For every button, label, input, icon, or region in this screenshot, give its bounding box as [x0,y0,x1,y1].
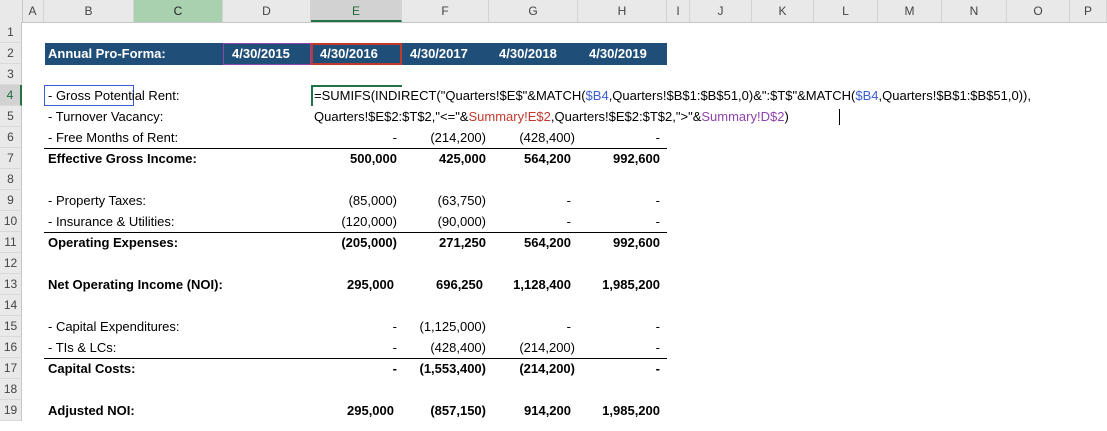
annual-pro-forma-title[interactable]: Annual Pro-Forma: [48,46,166,61]
column-header-p[interactable]: P [1070,0,1107,22]
column-header-g[interactable]: G [489,0,578,22]
cell-e10[interactable]: (90,000) [437,214,486,229]
cell-f9[interactable]: - [566,193,571,208]
cell-f19[interactable]: 914,200 [524,403,571,418]
cell-f6[interactable]: (428,400) [519,130,575,145]
cell-e15[interactable]: (1,125,000) [419,319,486,334]
formula-part: Quarters!$E$2:$T$2,"<="& [314,109,469,124]
label-free-months-rent[interactable]: - Free Months of Rent: [48,130,179,145]
column-header-o[interactable]: O [1007,0,1070,22]
cell-g15[interactable]: - [655,319,660,334]
date-header-2019[interactable]: 4/30/2019 [589,46,647,61]
cell-e17[interactable]: (1,553,400) [419,361,486,376]
rule-above-capital-costs [44,358,667,359]
cell-d16[interactable]: - [392,340,397,355]
cell-e9[interactable]: (63,750) [437,193,486,208]
date-header-2015[interactable]: 4/30/2015 [232,46,290,61]
column-header-j[interactable]: J [690,0,752,22]
cell-f11[interactable]: 564,200 [524,235,571,250]
cell-e6[interactable]: (214,200) [430,130,486,145]
column-header-h[interactable]: H [578,0,667,22]
cell-g13[interactable]: 1,985,200 [602,277,660,292]
row-header-2[interactable]: 2 [0,43,22,64]
formula-part: ,Quarters!$E$2:$T$2,">"& [550,109,702,124]
cell-g17[interactable]: - [655,361,660,376]
cell-d13[interactable]: 295,000 [347,277,394,292]
cell-d17[interactable]: - [392,361,397,376]
column-header-c[interactable]: C [134,0,223,22]
cell-f10[interactable]: - [566,214,571,229]
label-operating-expenses[interactable]: Operating Expenses: [48,235,179,250]
row-header-5[interactable]: 5 [0,106,22,127]
label-effective-gross-income[interactable]: Effective Gross Income: [48,151,197,166]
column-header-f[interactable]: F [402,0,489,22]
formula-line-1[interactable] [314,88,1031,103]
date-header-2016[interactable]: 4/30/2016 [320,46,378,61]
formula-line-2[interactable] [314,109,789,124]
cell-g6[interactable]: - [655,130,660,145]
row-header-7[interactable]: 7 [0,148,22,169]
date-header-2018[interactable]: 4/30/2018 [499,46,557,61]
cell-e16[interactable]: (428,400) [430,340,486,355]
column-header-l[interactable]: L [814,0,878,22]
row-header-12[interactable]: 12 [0,253,22,274]
row-header-9[interactable]: 9 [0,190,22,211]
column-header-d[interactable]: D [223,0,311,22]
label-adjusted-noi[interactable]: Adjusted NOI: [48,403,135,418]
column-header-i[interactable]: I [667,0,690,22]
row-header-16[interactable]: 16 [0,337,22,358]
cell-e13[interactable]: 696,250 [436,277,483,292]
text-cursor [839,109,840,125]
cell-g19[interactable]: 1,985,200 [602,403,660,418]
column-header-e[interactable]: E [311,0,402,22]
formula-part: =SUMIFS(INDIRECT("Quarters!$E$"&MATCH( [314,88,586,103]
cell-e7[interactable]: 425,000 [439,151,486,166]
cell-g10[interactable]: - [655,214,660,229]
cell-d6[interactable]: - [392,130,397,145]
cell-d19[interactable]: 295,000 [347,403,394,418]
row-header-10[interactable]: 10 [0,211,22,232]
cell-f13[interactable]: 1,128,400 [513,277,571,292]
row-header-1[interactable]: 1 [0,22,22,43]
cell-d10[interactable]: (120,000) [341,214,397,229]
label-gross-potential-rent[interactable]: - Gross Potential Rent: [48,88,180,103]
column-header-m[interactable]: M [878,0,942,22]
cell-d7[interactable]: 500,000 [350,151,397,166]
label-capital-costs[interactable]: Capital Costs: [48,361,136,376]
row-header-11[interactable]: 11 [0,232,22,253]
label-property-taxes[interactable]: - Property Taxes: [48,193,147,208]
cell-g9[interactable]: - [655,193,660,208]
date-header-2017[interactable]: 4/30/2017 [410,46,468,61]
label-tis-lcs[interactable]: - TIs & LCs: [48,340,117,355]
row-header-4[interactable]: 4 [0,85,22,106]
cell-f17[interactable]: (214,200) [519,361,575,376]
column-header-a[interactable]: A [22,0,44,22]
row-header-17[interactable]: 17 [0,358,22,379]
rule-above-operating-expenses [44,232,667,233]
rule-above-effective-gross-income [44,148,667,149]
label-capital-expenditures[interactable]: - Capital Expenditures: [48,319,180,334]
formula-ref-e2: Summary!E$2 [468,109,551,124]
row-header-6[interactable]: 6 [0,127,22,148]
row-header-18[interactable]: 18 [0,379,22,400]
reference-box-e2 [311,43,402,65]
formula-ref-d2: Summary!D$2 [701,109,785,124]
row-header-15[interactable]: 15 [0,316,22,337]
cell-d9[interactable]: (85,000) [348,193,397,208]
cell-d11[interactable]: (205,000) [341,235,397,250]
label-turnover-vacancy[interactable]: - Turnover Vacancy: [48,109,164,124]
formula-part: ) [784,109,789,124]
row-header-3[interactable]: 3 [0,64,22,85]
column-header-b[interactable]: B [44,0,134,22]
cell-f16[interactable]: (214,200) [519,340,575,355]
cell-g16[interactable]: - [655,340,660,355]
label-net-operating-income[interactable]: Net Operating Income (NOI): [48,277,223,292]
column-header-n[interactable]: N [942,0,1007,22]
row-header-14[interactable]: 14 [0,295,22,316]
formula-part: ,Quarters!$B$1:$B$51,0)&":$T$"&MATCH( [608,88,856,103]
cell-g7[interactable]: 992,600 [613,151,660,166]
cell-e11[interactable]: 271,250 [439,235,486,250]
formula-ref-b4: $B4 [585,88,609,103]
cell-e19[interactable]: (857,150) [430,403,486,418]
label-insurance-utilities[interactable]: - Insurance & Utilities: [48,214,175,229]
row-header-13[interactable]: 13 [0,274,22,295]
select-all-corner[interactable] [0,0,23,22]
formula-ref-b4: $B4 [855,88,879,103]
cell-g11[interactable]: 992,600 [613,235,660,250]
cell-d15[interactable]: - [392,319,397,334]
formula-part: ,Quarters!$B$1:$B$51,0)), [878,88,1032,103]
column-header-k[interactable]: K [752,0,814,22]
cell-f15[interactable]: - [566,319,571,334]
reference-box-d2 [223,43,311,65]
row-header-19[interactable]: 19 [0,400,22,421]
row-header-8[interactable]: 8 [0,169,22,190]
cell-f7[interactable]: 564,200 [524,151,571,166]
